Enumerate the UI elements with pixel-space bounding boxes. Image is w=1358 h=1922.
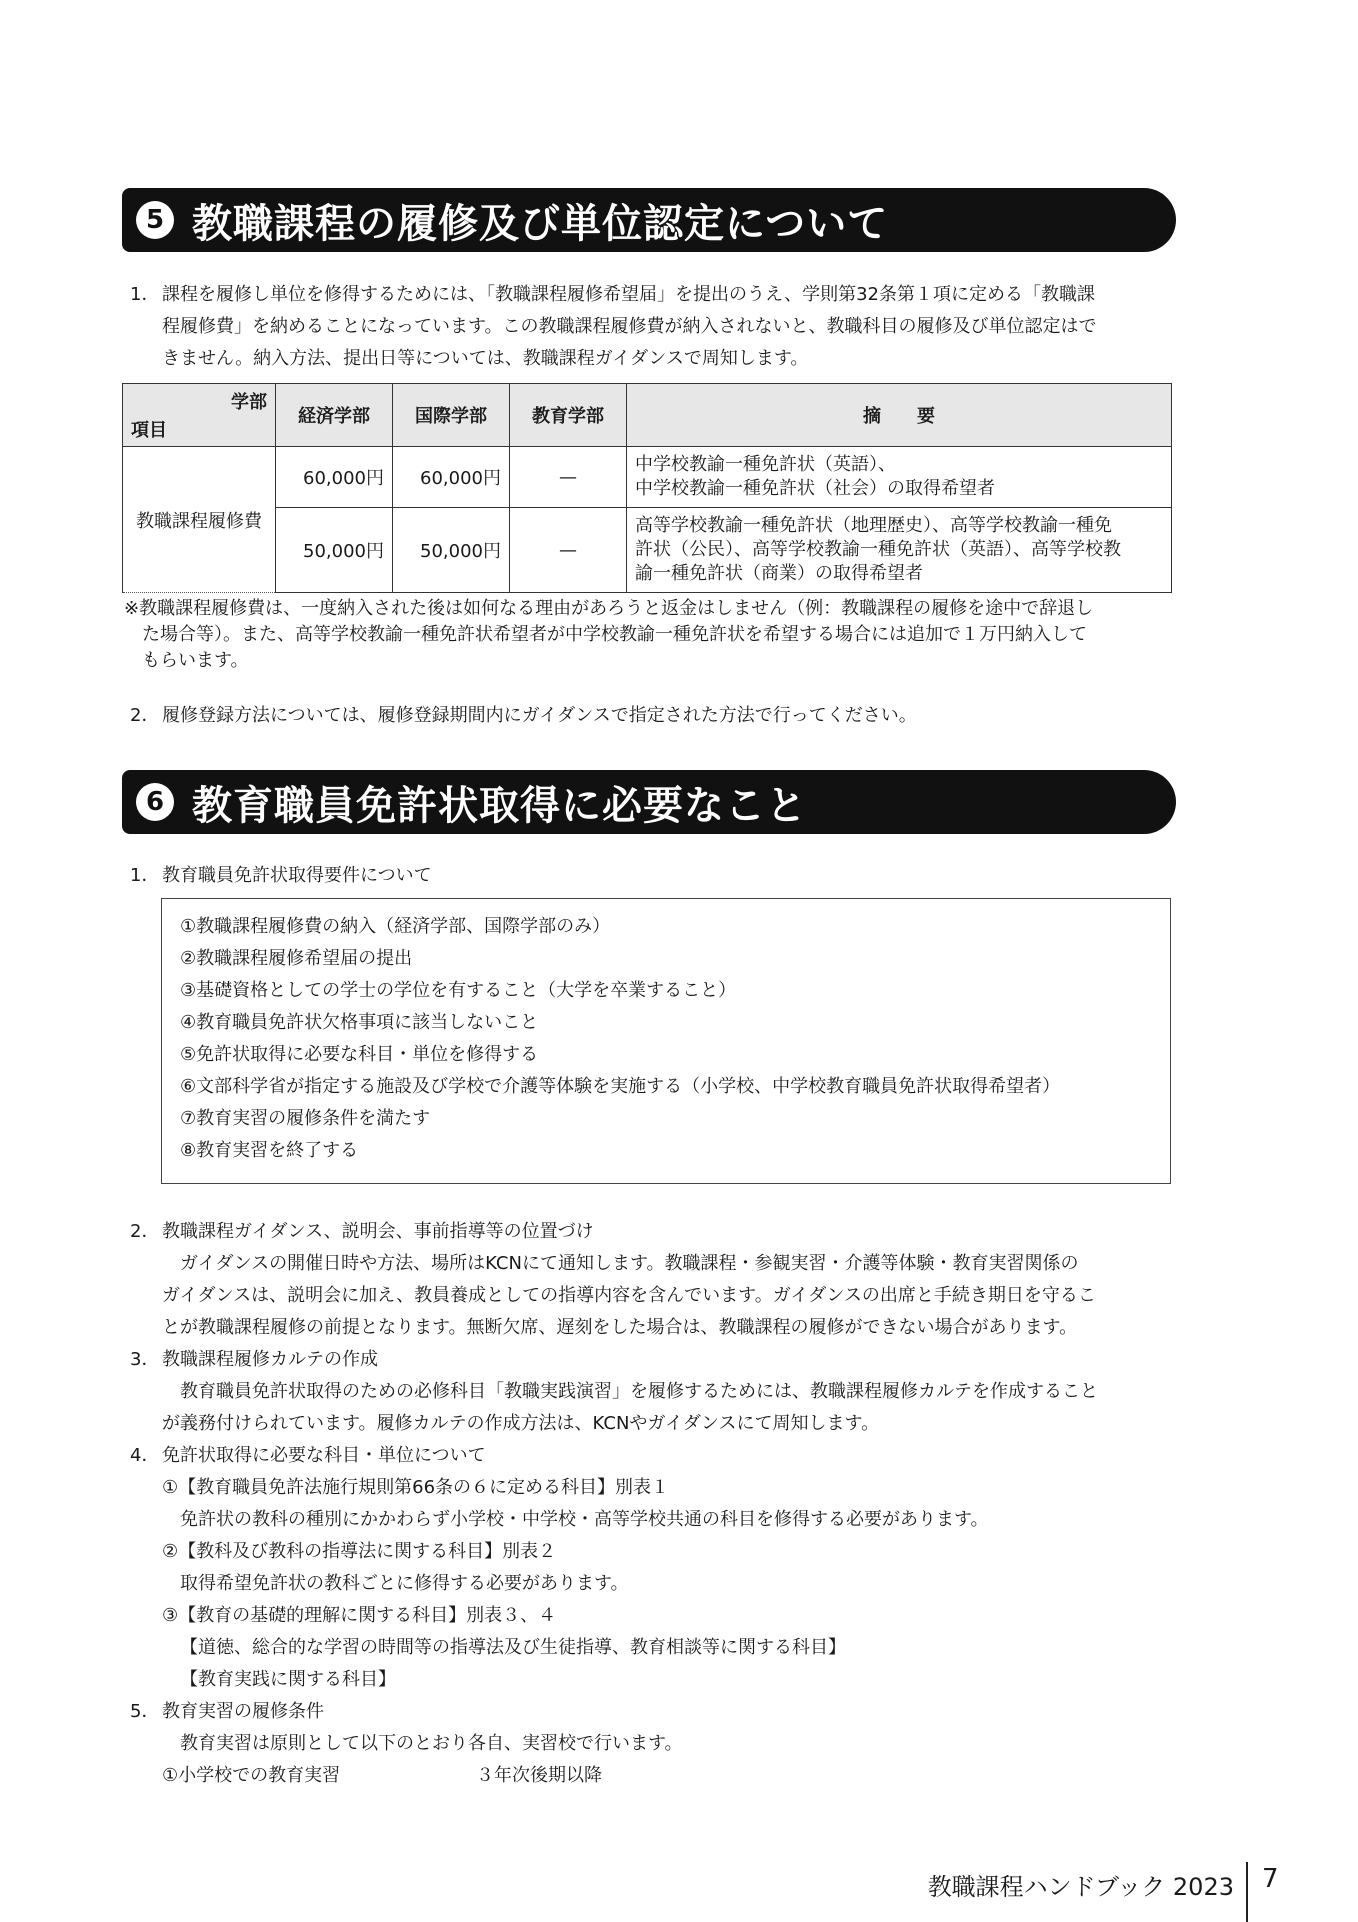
header-summary: 摘 要 (627, 384, 1172, 447)
summary-1: 中学校教諭一種免許状（英語）、 中学校教諭一種免許状（社会）の取得希望者 (627, 447, 1172, 508)
s6-item1-text: 教育職員免許状取得要件について (162, 865, 432, 886)
s6-item3-line1: 教育職員免許状取得のための必修科目「教職実践演習」を履修するためには、教職課程履修カルテを作成すること (180, 1381, 1098, 1402)
page-number: 7 (1262, 1864, 1279, 1894)
s6-item4-number: 4． (130, 1445, 160, 1466)
s5-item1-line1: 課程を履修し単位を修得するためには、「教職課程履修希望届」を提出のうえ、学則第32条第１項に定める「教職課 (162, 284, 1095, 305)
table-corner-header (123, 384, 276, 447)
requirement-item: ③基礎資格としての学士の学位を有すること（大学を卒業すること） (180, 980, 737, 1001)
fee-economics-2: 50,000円 (276, 508, 393, 593)
s5-item1-number: 1． (130, 284, 160, 305)
s5-item1-line2: 程履修費」を納めることになっています。この教職課程履修費が納入されないと、教職科目の履修及び単位認定はで (162, 316, 1097, 337)
s6-item3-heading: 教職課程履修カルテの作成 (162, 1349, 378, 1370)
footer-divider (1246, 1862, 1248, 1922)
corner-label-item: 項目 (131, 420, 167, 441)
header-international: 国際学部 (393, 384, 510, 447)
s6-item2-line1: ガイダンスの開催日時や方法、場所はKCNにて通知します。教職課程・参観実習・介護等体験・教育実習関係の (180, 1253, 1079, 1274)
header-economics: 経済学部 (276, 384, 393, 447)
fee-note-line1: ※教職課程履修費は、一度納入された後は如何なる理由があろうと返金はしません（例：教職課程の履修を途中で辞退し (124, 598, 1094, 619)
requirement-item: ⑥文部科学省が指定する施設及び学校で介護等体験を実施する（小学校、中学校教育職員免許状取得希望者） (180, 1076, 1061, 1097)
s6-item5-line2b: ３年次後期以降 (476, 1765, 602, 1786)
section-5-title: 教職課程の履修及び単位認定について (192, 200, 889, 247)
s6-item3-line2: が義務付けられています。履修カルテの作成方法は、KCNやガイダンスにて周知します。 (162, 1413, 880, 1434)
section-5-banner (122, 188, 1176, 252)
fee-education-1: — (510, 447, 627, 508)
fee-table-header-row (123, 384, 1172, 447)
header-education: 教育学部 (510, 384, 627, 447)
s6-item2-number: 2． (130, 1221, 160, 1242)
s6-item4-heading: 免許状取得に必要な科目・単位について (162, 1445, 486, 1466)
s6-item5-heading: 教育実習の履修条件 (162, 1701, 324, 1722)
fee-economics-1: 60,000円 (276, 447, 393, 508)
section-6-banner (122, 770, 1176, 834)
summary-2: 高等学校教諭一種免許状（地理歴史）、高等学校教諭一種免 許状（公民）、高等学校教諭一種免許状（英語）、高等学校教 諭一種免許状（商業）の取得希望者 (627, 508, 1172, 593)
section-6-title: 教育職員免許状取得に必要なこと (192, 782, 807, 829)
s6-item4-line2: 免許状の教科の種別にかかわらず小学校・中学校・高等学校共通の科目を修得する必要があります。 (180, 1509, 989, 1530)
s6-item4-line4: 取得希望免許状の教科ごとに修得する必要があります。 (180, 1573, 629, 1594)
requirement-item: ①教職課程履修費の納入（経済学部、国際学部のみ） (180, 916, 611, 937)
requirements-box (161, 898, 1171, 1184)
row-label-fee: 教職課程履修費 (123, 447, 276, 593)
table-row (123, 447, 1172, 508)
s5-item1-line3: きません。納入方法、提出日等については、教職課程ガイダンスで周知します。 (162, 348, 809, 369)
s6-item4-line7: 【教育実践に関する科目】 (180, 1669, 396, 1690)
s6-item3-number: 3． (130, 1349, 160, 1370)
s5-item2-number: 2． (130, 705, 160, 726)
requirement-item: ④教育職員免許状欠格事項に該当しないこと (180, 1012, 539, 1033)
s6-item4-line5: ③【教育の基礎的理解に関する科目】別表３、４ (162, 1605, 557, 1626)
s6-item2-line3: とが教職課程履修の前提となります。無断欠席、遅刻をした場合は、教職課程の履修ができない場合があります。 (162, 1317, 1078, 1338)
s6-item4-line1: ①【教育職員免許法施行規則第66条の６に定める科目】別表１ (162, 1477, 670, 1498)
s6-item4-line6: 【道徳、総合的な学習の時間等の指導法及び生徒指導、教育相談等に関する科目】 (180, 1637, 846, 1658)
fee-note-line2: た場合等）。また、高等学校教諭一種免許状希望者が中学校教諭一種免許状を希望する場合には追加で１万円納入して (142, 624, 1087, 645)
footer-title: 教職課程ハンドブック 2023 (927, 1873, 1234, 1901)
section-5-number: 5 (136, 201, 174, 239)
s5-item2-text: 履修登録方法については、履修登録期間内にガイダンスで指定された方法で行ってください。 (162, 705, 917, 726)
fee-education-2: — (510, 508, 627, 593)
requirement-item: ②教職課程履修希望届の提出 (180, 948, 413, 969)
requirement-item: ⑧教育実習を終了する (180, 1140, 359, 1161)
s6-item4-line3: ②【教科及び教科の指導法に関する科目】別表２ (162, 1541, 557, 1562)
s6-item2-line2: ガイダンスは、説明会に加え、教員養成としての指導内容を含んでいます。ガイダンスの出席と手続き期日を守るこ (162, 1285, 1096, 1306)
s6-item5-line1: 教育実習は原則として以下のとおり各自、実習校で行います。 (180, 1733, 683, 1754)
s6-item5-number: 5． (130, 1701, 160, 1722)
table-row (123, 508, 1172, 593)
s6-item2-heading: 教職課程ガイダンス、説明会、事前指導等の位置づけ (162, 1221, 594, 1242)
fee-table (122, 383, 1172, 593)
requirement-item: ⑤免許状取得に必要な科目・単位を修得する (180, 1044, 539, 1065)
fee-note-line3: もらいます。 (142, 650, 249, 671)
section-6-number: 6 (136, 783, 174, 821)
corner-label-faculty: 学部 (231, 392, 267, 413)
fee-international-1: 60,000円 (393, 447, 510, 508)
fee-international-2: 50,000円 (393, 508, 510, 593)
requirement-item: ⑦教育実習の履修条件を満たす (180, 1108, 431, 1129)
s6-item5-line2a: ①小学校での教育実習 (162, 1765, 341, 1786)
s6-item1-number: 1． (130, 865, 160, 886)
